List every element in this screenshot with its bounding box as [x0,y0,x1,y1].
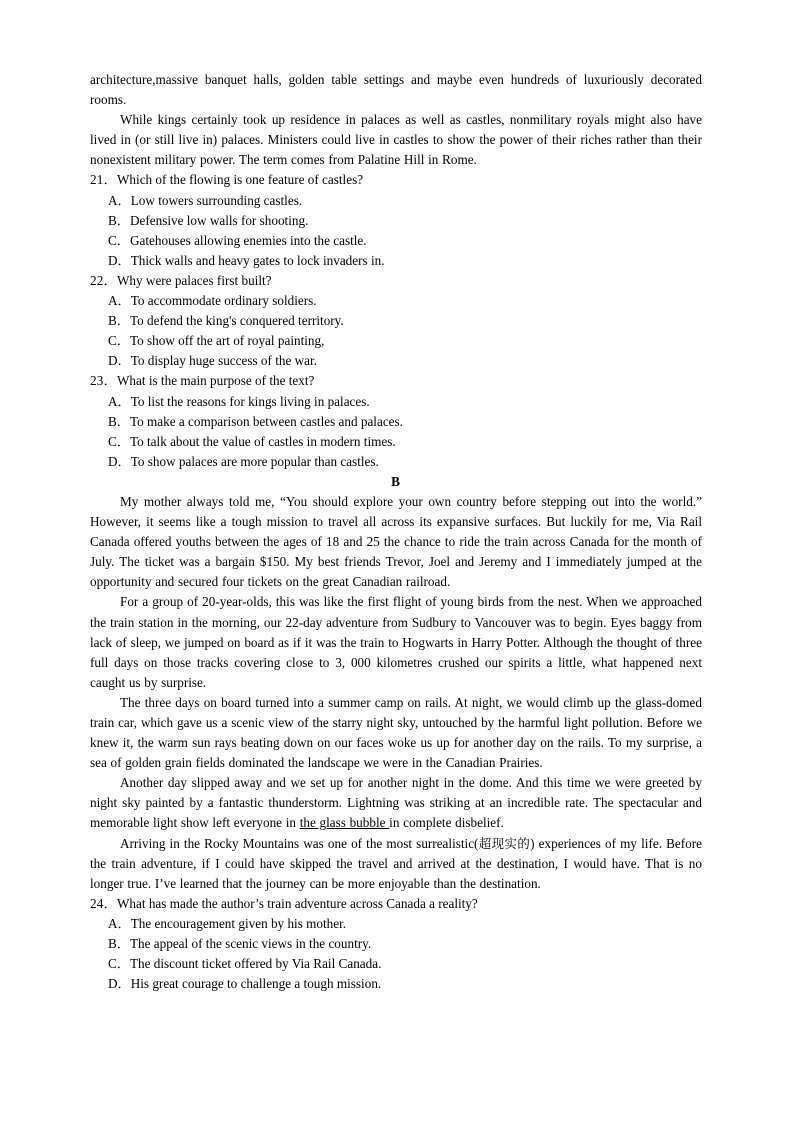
option-label: C． [108,956,130,972]
question-22-option-a[interactable] [90,291,702,311]
option-text: Gatehouses allowing enemies into the castle. [129,232,367,248]
option-label: A． [108,915,131,931]
question-22-option-b[interactable] [90,311,702,331]
option-label: A． [108,293,131,309]
paragraph-4-text-before: Another day slipped away and we set up for another night in the dome. And this time we were greeted by night sky painted by a fantastic thunderstorm. Lightning was striking at an incredible rate. The spectacular and memorable light show left everyone in [90,775,702,831]
option-label: B． [108,413,130,429]
question-23-option-a[interactable] [90,392,702,412]
option-text: The appeal of the scenic views in the country. [129,936,372,952]
option-label: D． [108,976,131,992]
question-22-option-c[interactable] [90,331,702,351]
paragraph-5-text-before: Arriving in the Rocky Mountains was one of the most surrealistic( [120,835,479,851]
paragraph-5-text-after: ) experiences of my life. Before the train adventure, if I could have skipped the travel and arrived at the destination, I would have. That is no longer true. I’ve learned that the journey can be more enjoyable than the destination. [90,835,703,891]
option-text: To display huge success of the war. [130,353,317,369]
question-22-text: Why were palaces first built? [116,272,272,288]
question-21-number: 21． [90,172,117,188]
option-label: D． [108,353,131,369]
question-23-option-d[interactable] [90,452,702,472]
option-label: C． [108,232,130,248]
option-text: To make a comparison between castles and palaces. [129,413,403,429]
option-text: Defensive low walls for shooting. [129,212,309,228]
question-21-option-a[interactable] [90,191,702,211]
passage-a-paragraph-1: architecture,massive banquet halls, golden table settings and maybe even hundreds of luxuriously decorated rooms. [90,72,702,108]
question-24-option-d[interactable] [90,974,702,994]
option-label: B． [108,936,130,952]
option-text: To talk about the value of castles in modern times. [129,433,396,449]
document-page [90,70,702,994]
question-24-text: What has made the author’s train adventure across Canada a reality? [116,895,478,911]
option-text: To show palaces are more popular than castles. [130,453,379,469]
section-b-paragraph-3: The three days on board turned into a summer camp on rails. At night, we would climb up the glass-domed train car, which gave us a scenic view of the starry night sky, untouched by the harmful light pollution. Before we knew it, the warm sun rays beating down on our faces woke us up for another day on the rails. To my surprise, a sea of golden grain fields dominated the landscape we were in the Canadian Prairies. [90,694,702,771]
question-21-stem [90,170,702,190]
option-label: D． [108,453,131,469]
option-text: To list the reasons for kings living in palaces. [130,393,370,409]
option-label: A． [108,192,131,208]
chinese-gloss-surrealistic: 超现实的 [478,835,531,851]
question-21-option-d[interactable] [90,251,702,271]
option-label: B． [108,313,130,329]
question-24-option-b[interactable] [90,934,702,954]
option-label: C． [108,333,130,349]
question-24-option-a[interactable] [90,914,702,934]
passage-a-paragraph-2: While kings certainly took up residence in palaces as well as castles, nonmilitary royals might also have lived in (or still live in) palaces. Ministers could live in castles to show the power of their riches rather than their nonexistent military power. The term comes from Palatine Hill in Rome. [90,112,702,168]
question-23-option-c[interactable] [90,432,702,452]
section-b-paragraph-5 [90,834,702,894]
question-24-option-c[interactable] [90,954,702,974]
option-text: The discount ticket offered by Via Rail Canada. [129,956,382,972]
option-text: To defend the king's conquered territory. [129,313,344,329]
question-23-number: 23． [90,373,117,389]
option-text: His great courage to challenge a tough mission. [130,976,382,992]
section-b-header: B [391,473,400,489]
section-b-paragraph-4 [90,773,702,833]
question-23-stem [90,371,702,391]
option-text: Thick walls and heavy gates to lock invaders in. [130,252,385,268]
question-21-option-c[interactable] [90,231,702,251]
question-21-option-b[interactable] [90,211,702,231]
section-b-paragraph-1: My mother always told me, “You should explore your own country before stepping out into the world.” However, it seems like a tough mission to travel all across its expansive surfaces. But luckily for me, Via Rail Canada offered youths between the ages of 18 and 25 the chance to ride the train across Canada for the month of July. The ticket was a bargain $150. My best friends Trevor, Joel and Jeremy and I immediately jumped at the opportunity and secured four tickets on the great Canadian railroad. [90,493,702,590]
option-text: To accommodate ordinary soldiers. [130,293,317,309]
section-b-paragraph-2: For a group of 20-year-olds, this was like the first flight of young birds from the nest. When we approached the train station in the morning, our 22-day adventure from Sudbury to Vancouver was to begin. Eyes baggy from lack of sleep, we jumped on board as if it was the train to Hogwarts in Harry Potter. Although the thought of three full days on those tracks covering close to 3, 000 kilometres crushed our spirits a little, what happened next caught us by surprise. [90,594,702,690]
question-24-stem [90,894,702,914]
question-24-number: 24． [90,895,117,911]
question-22-option-d[interactable] [90,351,702,371]
option-text: To show off the art of royal painting, [129,333,325,349]
option-label: D． [108,252,131,268]
question-23-text: What is the main purpose of the text? [116,373,315,389]
option-label: A． [108,393,131,409]
option-label: B． [108,212,130,228]
option-label: C． [108,433,130,449]
question-21-text: Which of the flowing is one feature of castles? [116,172,364,188]
glass-bubble-underlined-phrase: the glass bubble [299,815,390,831]
question-22-stem [90,271,702,291]
question-22-number: 22． [90,272,117,288]
option-text: The encouragement given by his mother. [130,915,347,931]
option-text: Low towers surrounding castles. [130,192,303,208]
paragraph-4-text-after: in complete disbelief. [389,815,504,831]
question-23-option-b[interactable] [90,412,702,432]
